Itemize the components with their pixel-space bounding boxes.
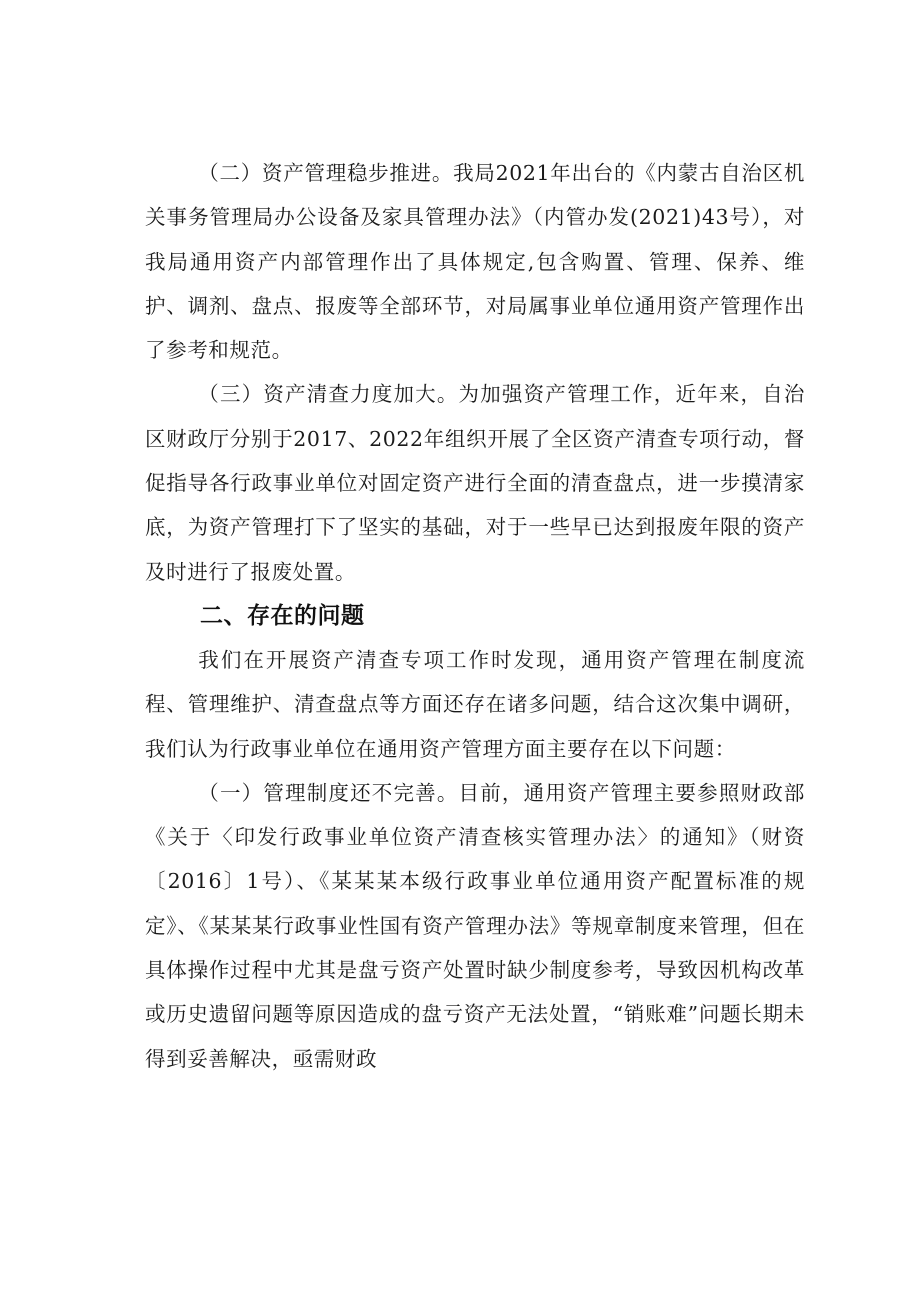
section-heading-existing-problems: 二、存在的问题: [200, 602, 365, 629]
paragraph-problems-intro: 我们在开展资产清查专项工作时发现，通用资产管理在制度流程、管理维护、清查盘点等方面还存在诸多问题，结合这次集中调研，我们认为行政事业单位在通用资产管理方面主要存在以下问题：: [145, 647, 805, 761]
paragraph-asset-inventory-efforts: （三）资产清查力度加大。为加强资产管理工作，近年来，自治区财政厅分别于2017、2022年组织开展了全区资产清查专项行动，督促指导各行政事业单位对固定资产进行全面的清查盘点，进一步摸清家底，为资产管理打下了坚实的基础，对于一些早已达到报废年限的资产及时进行了报废处置。: [145, 382, 805, 584]
paragraph-management-system-incomplete: （一）管理制度还不完善。目前，通用资产管理主要参照财政部《关于〈印发行政事业单位资产清查核实管理办法〉的通知》（财资〔2016〕1号）、《某某某本级行政事业单位通用资产配置标准的规定》、《某某某行政事业性国有资产管理办法》等规章制度来管理，但在具体操作过程中尤其是盘亏资产处置时缺少制度参考，导致因机构改革或历史遗留问题等原因造成的盘亏资产无法处置，“销账难”问题长期未得到妥善解决，亟需财政: [145, 780, 805, 1071]
document-body: [145, 151, 805, 1081]
paragraph-asset-management-progress: （二）资产管理稳步推进。我局2021年出台的《内蒙古自治区机关事务管理局办公设备及家具管理办法》（内管办发(2021)43号），对我局通用资产内部管理作出了具体规定,包含购置、管理、保养、维护、调剂、盘点、报废等全部环节，对局属事业单位通用资产管理作出了参考和规范。: [145, 161, 805, 363]
